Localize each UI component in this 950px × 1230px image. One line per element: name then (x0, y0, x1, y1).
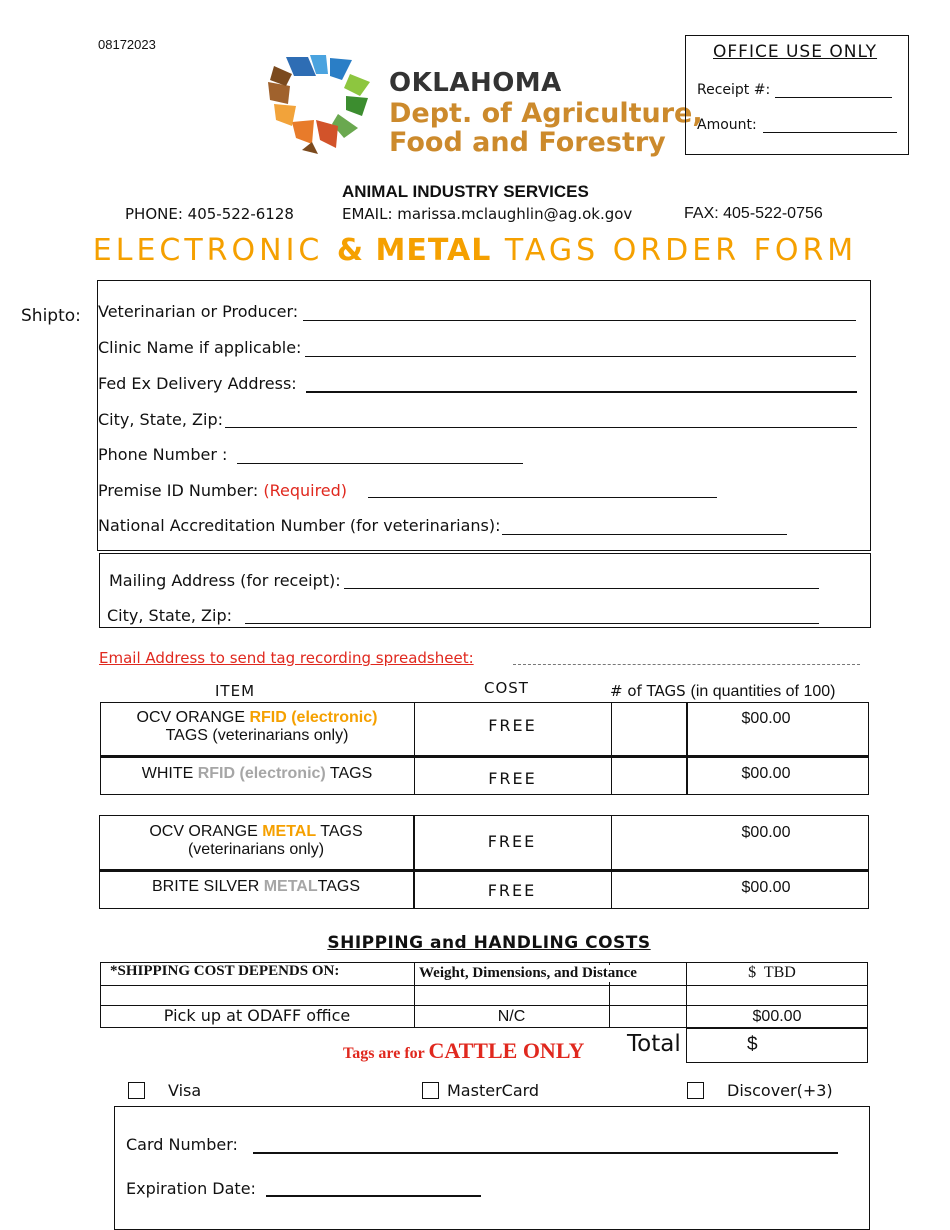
shipping-factors: Weight, Dimensions, and Distance (419, 965, 637, 981)
logo-oklahoma: OKLAHOMA (389, 68, 562, 98)
metal-row-1-item (99, 823, 413, 859)
pickup-label: Pick up at ODAFF office (163, 1006, 351, 1025)
phone-number-label: Phone Number : (98, 445, 228, 464)
visa-label: Visa (168, 1081, 202, 1100)
header-cost: COST (484, 679, 529, 697)
premise-id-text: Premise ID Number: (98, 481, 259, 500)
rfid-row-1-amount: $00.00 (741, 710, 791, 727)
oklahoma-star-logo-icon (266, 52, 378, 156)
metal-row-1-highlight: METAL (262, 823, 317, 840)
mailing-city-field[interactable] (245, 623, 819, 624)
vet-producer-label: Veterinarian or Producer: (98, 302, 299, 321)
ship-city-state-zip-field[interactable] (225, 427, 857, 428)
rfid-row-1-pre: OCV ORANGE (136, 709, 250, 726)
contact-fax: FAX: 405-522-0756 (684, 205, 823, 222)
title-tags-order-form: TAGS ORDER FORM (491, 233, 858, 268)
metal-row-2-pre: BRITE SILVER (151, 878, 264, 895)
title-and-metal: & METAL (336, 233, 492, 268)
shipping-heading: SHIPPING and HANDLING COSTS (327, 933, 651, 953)
logo-dept: Dept. of Agriculture, (389, 98, 703, 129)
receipt-field[interactable] (775, 97, 892, 98)
metal-row-2-highlight: METAL (263, 878, 318, 895)
cattle-notice-pre: Tags are for (343, 1045, 429, 1062)
email-label: Email Address to send tag recording spreadsheet: (99, 649, 474, 667)
total-value[interactable]: $ (747, 1034, 758, 1055)
expiration-label: Expiration Date: (126, 1179, 256, 1198)
accreditation-field[interactable] (502, 534, 787, 535)
rfid-row-2-amount: $00.00 (741, 765, 791, 782)
total-label: Total (627, 1031, 681, 1057)
division-name: ANIMAL INDUSTRY SERVICES (342, 182, 589, 201)
form-code: 08172023 (98, 37, 156, 52)
rfid-row-2-item (100, 765, 414, 783)
clinic-name-field[interactable] (305, 356, 856, 357)
header-qty-note: (in quantities of 100) (690, 683, 836, 700)
header-tags (610, 682, 835, 701)
metal-row-1-pre: OCV ORANGE (149, 823, 263, 840)
contact-email: EMAIL: marissa.mclaughlin@ag.ok.gov (342, 205, 633, 223)
fedex-address-label: Fed Ex Delivery Address: (98, 374, 297, 393)
ship-to-label: Shipto: (21, 306, 81, 326)
rfid-row-1-cost: FREE (488, 716, 537, 735)
card-box (114, 1106, 870, 1230)
contact-phone: PHONE: 405-522-6128 (125, 205, 294, 223)
card-number-field[interactable] (253, 1152, 838, 1154)
rfid-row-2-post: TAGS (325, 765, 373, 782)
header-item: ITEM (215, 682, 256, 700)
metal-row-1-amount: $00.00 (741, 824, 791, 841)
rfid-row-1-qty[interactable] (611, 702, 686, 755)
office-use-title: OFFICE USE ONLY (713, 42, 878, 62)
form-title (0, 233, 950, 268)
metal-row-1-post: TAGS (316, 823, 363, 840)
mastercard-label: MasterCard (447, 1081, 540, 1100)
premise-id-label (98, 481, 347, 500)
ship-city-state-zip-label: City, State, Zip: (98, 410, 224, 429)
fedex-address-field[interactable] (306, 391, 857, 393)
pickup-amount: $00.00 (752, 1008, 802, 1025)
expiration-field[interactable] (266, 1195, 481, 1197)
metal-row-2-post: TAGS (317, 878, 361, 895)
discover-label: Discover(+3) (727, 1081, 833, 1100)
metal-row-2-amount: $00.00 (741, 879, 791, 896)
card-number-label: Card Number: (126, 1135, 238, 1154)
mastercard-checkbox[interactable] (422, 1082, 439, 1099)
mailing-address-field[interactable] (344, 588, 819, 589)
total-box (686, 1028, 868, 1063)
rfid-row-1-item (100, 709, 414, 745)
mailing-city-label: City, State, Zip: (107, 606, 233, 625)
metal-row-1-cost: FREE (487, 832, 537, 851)
title-electronic: ELECTRONIC (92, 233, 337, 268)
cattle-notice-big: CATTLE ONLY (428, 1038, 585, 1063)
shipping-depends: *SHIPPING COST DEPENDS ON: (110, 963, 340, 979)
cattle-notice (343, 1038, 584, 1064)
metal-row-2-cost: FREE (487, 881, 537, 900)
header-tags-text: # of TAGS (610, 682, 686, 700)
rfid-row-1-highlight: RFID (electronic) (249, 709, 378, 726)
pickup-cost: N/C (497, 1008, 526, 1025)
vet-producer-field[interactable] (303, 320, 856, 321)
amount-label: Amount: (697, 117, 757, 133)
metal-row-1-line2: (veterinarians only) (187, 841, 325, 858)
premise-id-field[interactable] (368, 497, 717, 498)
rfid-row-2-pre: WHITE (141, 765, 198, 782)
metal-row-2-item (99, 878, 413, 896)
rfid-row-2-cost: FREE (488, 769, 537, 788)
receipt-label: Receipt #: (697, 82, 771, 98)
premise-required: (Required) (263, 481, 348, 500)
accreditation-label: National Accreditation Number (for veterinarians): (98, 516, 501, 535)
rfid-row-2-highlight: RFID (electronic) (197, 765, 326, 782)
clinic-name-label: Clinic Name if applicable: (98, 338, 302, 357)
discover-checkbox[interactable] (687, 1082, 704, 1099)
rfid-row-2-qty[interactable] (611, 758, 686, 795)
phone-number-field[interactable] (237, 463, 523, 464)
mailing-address-label: Mailing Address (for receipt): (109, 571, 341, 590)
rfid-row-1-line2: TAGS (veterinarians only) (165, 727, 349, 744)
visa-checkbox[interactable] (128, 1082, 145, 1099)
email-field[interactable] (513, 664, 860, 665)
shipping-tbd: $ TBD (748, 964, 796, 981)
logo-food-forestry: Food and Forestry (389, 127, 666, 158)
amount-field[interactable] (763, 132, 897, 133)
